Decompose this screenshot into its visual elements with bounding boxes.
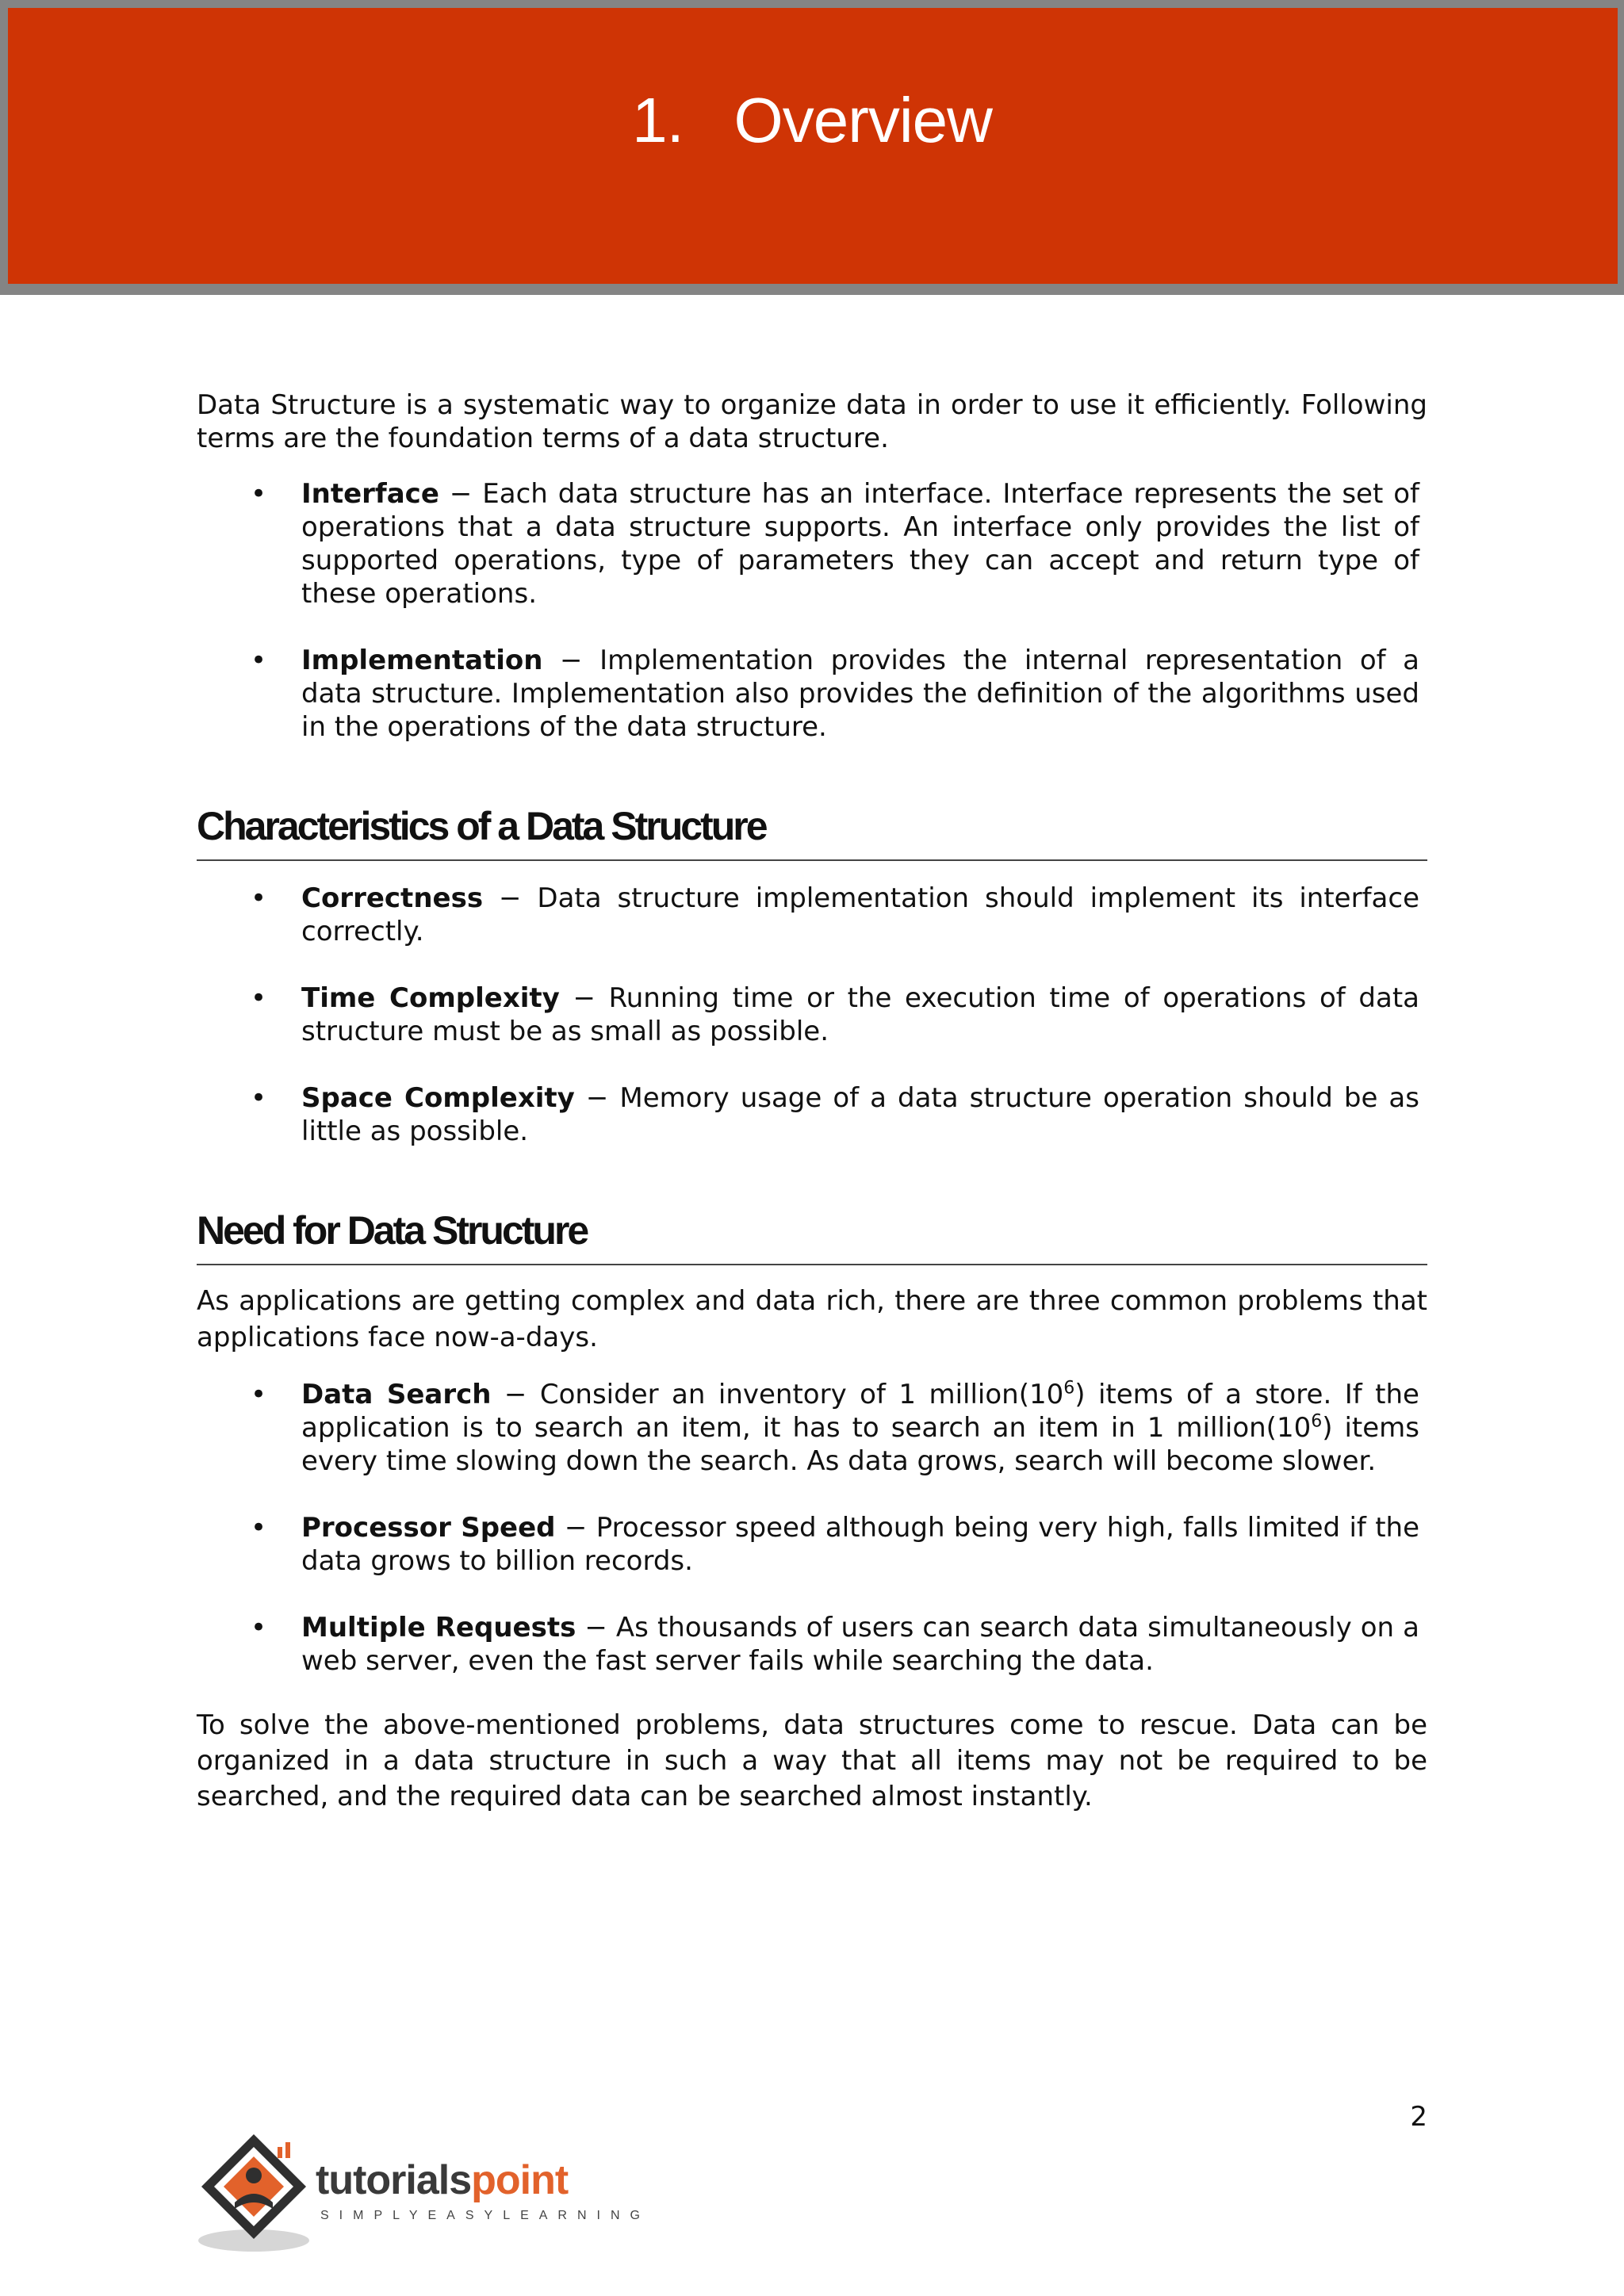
list-item-multiple-requests xyxy=(197,1611,1419,1678)
list-item-implementation xyxy=(197,644,1419,744)
list-item-processor-speed xyxy=(197,1511,1419,1578)
desc-interface: − Each data structure has an interface. Interface represents the set of operations that a data structure supports. An interface only provides the list of supported operations, type of parameters they can accept and return type of these operations. xyxy=(301,478,1419,610)
desc-data-search-b: ) items of a store. If the application is to search an item, it has to search an item in 1 million(10 xyxy=(301,1379,1419,1444)
list-item-correctness xyxy=(197,882,1419,948)
desc-processor-speed: − Processor speed although being very high, falls limited if the data grows to billion records. xyxy=(301,1512,1419,1577)
tutorialspoint-logo xyxy=(195,2130,650,2256)
bullet: • xyxy=(251,1512,267,1544)
bullet: • xyxy=(251,1612,267,1644)
desc-data-search-a: − Consider an inventory of 1 million(10 xyxy=(491,1379,1064,1410)
page-number: 2 xyxy=(1410,2101,1427,2133)
list-item-interface xyxy=(197,477,1419,610)
desc-space-complexity: − Memory usage of a data structure operation should be as little as possible. xyxy=(301,1082,1419,1147)
term-interface: Interface xyxy=(301,478,439,510)
need-intro-paragraph: As applications are getting complex and data rich, there are three common problems that applications face now-a-days. xyxy=(197,1285,1427,1353)
logo-tagline: SIMPLYEASYLEARNING xyxy=(320,2209,650,2222)
characteristics-list xyxy=(197,882,1427,1148)
term-processor-speed: Processor Speed xyxy=(301,1512,556,1544)
chapter-banner xyxy=(0,0,1624,295)
chapter-title: 1. Overview xyxy=(632,85,992,155)
bullet: • xyxy=(251,982,267,1014)
heading-need: Need for Data Structure xyxy=(197,1205,1427,1265)
term-data-search: Data Search xyxy=(301,1379,492,1410)
logo-word-point: point xyxy=(471,2157,569,2203)
intro-paragraph: Data Structure is a systematic way to organize data in order to use it efficiently. Following terms are the foundation terms of a data structure. xyxy=(197,389,1427,454)
desc-implementation: − Implementation provides the internal representation of a data structure. Implementation also provides the definition of the algorithms used in the operations of the data structure. xyxy=(301,645,1419,743)
problems-list xyxy=(197,1378,1427,1678)
foundation-terms-list xyxy=(197,477,1427,744)
term-time-complexity: Time Complexity xyxy=(301,982,560,1014)
term-space-complexity: Space Complexity xyxy=(301,1082,575,1114)
desc-correctness: − Data structure implementation should implement its interface correctly. xyxy=(301,882,1419,947)
superscript-exponent: 6 xyxy=(1311,1411,1323,1432)
logo-wordmark xyxy=(316,2157,569,2203)
logo-diamond-icon xyxy=(195,2130,314,2256)
desc-time-complexity: − Running time or the execution time of operations of data structure must be as small as possible. xyxy=(301,982,1419,1047)
term-multiple-requests: Multiple Requests xyxy=(301,1612,576,1644)
bullet: • xyxy=(251,478,267,510)
desc-data-search-c: ) items every time slowing down the search. As data grows, search will become slower. xyxy=(301,1412,1420,1477)
bullet: • xyxy=(251,1379,267,1410)
logo-word-tutorials: tutorials xyxy=(316,2157,472,2203)
list-item-space-complexity xyxy=(197,1081,1419,1148)
list-item-data-search xyxy=(197,1378,1419,1478)
term-correctness: Correctness xyxy=(301,882,484,914)
superscript-exponent: 6 xyxy=(1063,1378,1075,1399)
term-implementation: Implementation xyxy=(301,645,543,676)
desc-multiple-requests: − As thousands of users can search data simultaneously on a web server, even the fast server fails while searching the data. xyxy=(301,1612,1419,1677)
list-item-time-complexity xyxy=(197,982,1419,1048)
bullet: • xyxy=(251,882,267,914)
conclusion-paragraph: To solve the above-mentioned problems, data structures come to rescue. Data can be organized in a data structure in such a way that all items may not be required to be searched, and the required data can be searched almost instantly. xyxy=(197,1709,1427,1812)
document-body xyxy=(197,388,1427,1815)
bullet: • xyxy=(251,1082,267,1114)
heading-characteristics: Characteristics of a Data Structure xyxy=(197,801,1427,861)
bullet: • xyxy=(251,645,267,676)
